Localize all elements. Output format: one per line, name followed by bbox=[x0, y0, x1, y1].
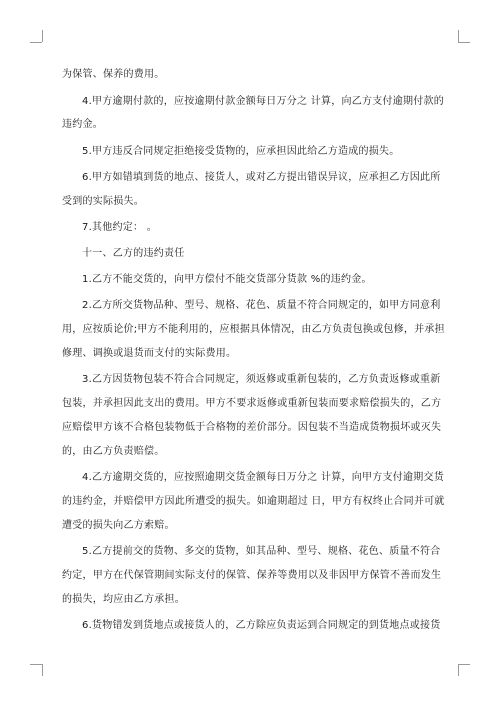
text-line: 6.甲方如错填到货的地点、接货人，或对乙方提出错误异议，应承担乙方因此所 bbox=[82, 172, 441, 183]
crop-mark-bottom-left-v bbox=[42, 664, 43, 676]
text-line: 4.甲方逾期付款的，应按逾期付款金额每日万分之 计算，向乙方支付逾期付款的 bbox=[82, 96, 444, 107]
crop-mark-bottom-left-h bbox=[30, 664, 42, 665]
crop-mark-top-left-h bbox=[30, 42, 42, 43]
text-line: 为保管、保养的费用。 bbox=[62, 69, 165, 80]
text-line: 遭受的损失向乙方索赔。 bbox=[62, 520, 175, 531]
text-line: 的，由乙方负责赔偿。 bbox=[62, 446, 165, 457]
section-heading: 十一、乙方的违约责任 bbox=[82, 248, 185, 259]
crop-mark-top-right-h bbox=[458, 42, 470, 43]
text-line: 6.货物错发到货地点或接货人的，乙方除应负责运到合同规定的到货地点或接货 bbox=[82, 620, 441, 631]
crop-mark-bottom-right-v bbox=[458, 664, 459, 676]
text-line: 修理、调换或退货而支付的实际费用。 bbox=[62, 348, 237, 359]
text-line: 1.乙方不能交货的，向甲方偿付不能交货部分货款 %的违约金。 bbox=[82, 274, 372, 285]
text-line: 受到的实际损失。 bbox=[62, 196, 144, 207]
text-line: 2.乙方所交货物品种、型号、规格、花色、质量不符合同规定的，如甲方同意利 bbox=[82, 300, 441, 311]
text-line: 包装，并承担因此支出的费用。甲方不要求返修或重新包装而要求赔偿损失的，乙方 bbox=[62, 398, 442, 409]
crop-mark-top-right-v bbox=[458, 30, 459, 42]
text-line: 的损失，均应由乙方承担。 bbox=[62, 594, 185, 605]
text-line: 4.乙方逾期交货的，应按照逾期交货金额每日万分之 计算，向甲方支付逾期交货 bbox=[82, 472, 444, 483]
crop-mark-top-left-v bbox=[42, 30, 43, 42]
text-line: 约定，甲方在代保管期间实际支付的保管、保养等费用以及非因甲方保管不善而发生 bbox=[62, 570, 442, 581]
text-line: 5.乙方提前交的货物、多交的货物，如其品种、型号、规格、花色、质量不符合 bbox=[82, 546, 441, 557]
text-line: 用，应按质论价;甲方不能利用的，应根据具体情况，由乙方负责包换或包修，并承担 bbox=[62, 324, 445, 335]
text-line: 应赔偿甲方该不合格包装物低于合格物的差价部分。因包装不当造成货物损坏或灭失 bbox=[62, 422, 442, 433]
text-line: 5.甲方违反合同规定拒绝接受货物的，应承担因此给乙方造成的损失。 bbox=[82, 146, 400, 157]
crop-mark-bottom-right-h bbox=[458, 664, 470, 665]
text-line: 违约金。 bbox=[62, 119, 103, 130]
text-line: 7.其他约定： 。 bbox=[82, 222, 157, 233]
text-line: 3.乙方因货物包装不符合合同规定，须返修或重新包装的，乙方负责返修或重新 bbox=[82, 374, 441, 385]
text-line: 的违约金，并赔偿甲方因此所遭受的损失。如逾期超过 日，甲方有权终止合同并可就 bbox=[62, 496, 445, 507]
